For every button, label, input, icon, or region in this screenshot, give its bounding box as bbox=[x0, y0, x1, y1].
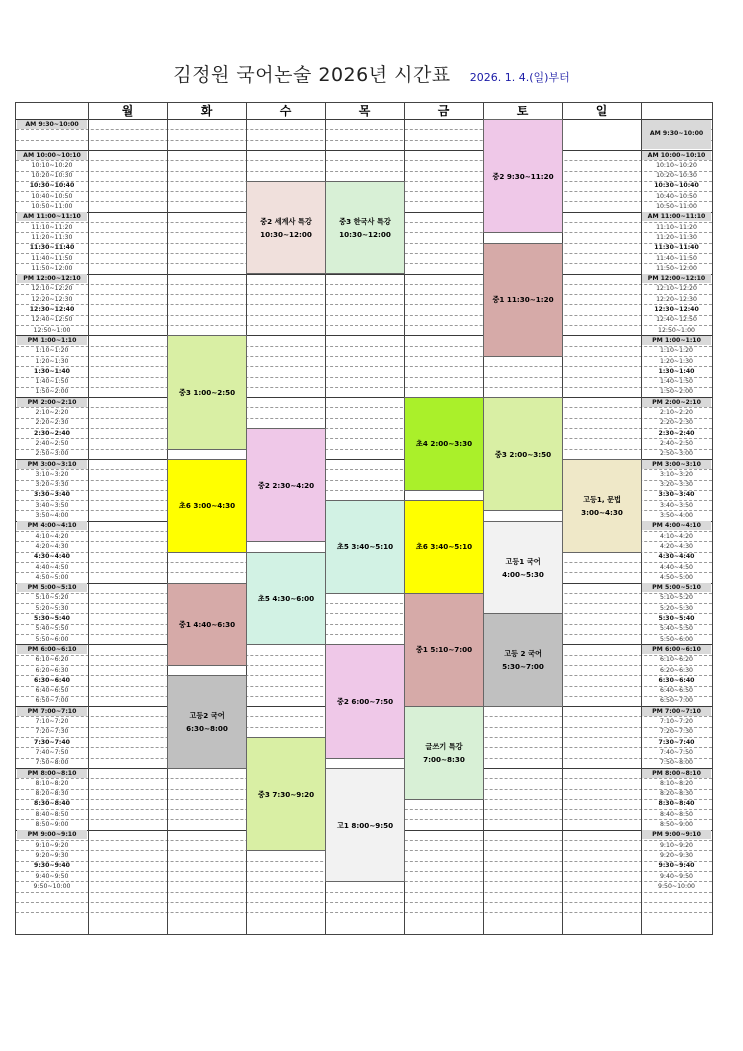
class-name: 고등2 국어 bbox=[189, 711, 225, 721]
time-label-left: 2:10~2:20 bbox=[35, 409, 69, 416]
class-block[interactable] bbox=[404, 593, 484, 707]
time-label-left: 5:20~5:30 bbox=[35, 604, 69, 612]
time-label-right: 3:20~3:30 bbox=[660, 481, 693, 489]
time-label-right: 7:10~7:20 bbox=[660, 718, 693, 725]
row-divider bbox=[16, 325, 712, 326]
column-divider bbox=[88, 103, 89, 934]
time-label-left: AM 11:00~11:10 bbox=[17, 212, 87, 221]
row-divider bbox=[16, 304, 712, 305]
row-divider bbox=[16, 624, 712, 625]
timetable-title: 김정원 국어논술 2026년 시간표 bbox=[173, 64, 451, 86]
time-label-left: 6:40~6:50 bbox=[35, 687, 69, 695]
time-label-left: PM 9:00~9:10 bbox=[17, 830, 87, 839]
class-block[interactable] bbox=[404, 706, 484, 800]
class-time: 7:00~8:30 bbox=[423, 754, 465, 764]
row-divider bbox=[16, 603, 712, 604]
class-name: 고등1, 문법 bbox=[582, 494, 621, 504]
row-divider bbox=[16, 335, 712, 336]
time-label-left: 6:30~6:40 bbox=[34, 676, 70, 684]
day-header-4: 목 bbox=[358, 104, 371, 118]
time-label-right: 8:30~8:40 bbox=[658, 800, 695, 808]
time-label-left: 10:40~10:50 bbox=[31, 192, 73, 200]
class-block[interactable] bbox=[246, 181, 326, 275]
time-label-right: PM 1:00~1:10 bbox=[642, 336, 711, 345]
class-block[interactable] bbox=[246, 552, 326, 646]
time-label-right: 1:40~1:50 bbox=[660, 378, 693, 386]
class-block[interactable] bbox=[483, 119, 563, 233]
time-label-left: 5:50~6:00 bbox=[35, 635, 69, 643]
time-label-right: 4:50~5:00 bbox=[660, 573, 693, 581]
time-label-right: 4:20~4:30 bbox=[660, 542, 693, 550]
day-header-6: 토 bbox=[516, 104, 529, 118]
class-name: 초5 3:40~5:10 bbox=[336, 542, 394, 552]
page-title bbox=[0, 60, 743, 87]
class-block[interactable] bbox=[404, 397, 484, 491]
time-label-right: 8:10~8:20 bbox=[660, 779, 693, 787]
time-label-left: PM 2:00~2:10 bbox=[17, 398, 87, 407]
time-label-left: 12:50~1:00 bbox=[33, 326, 71, 334]
time-label-left: 1:40~1:50 bbox=[35, 378, 69, 386]
time-label-right: 5:40~5:50 bbox=[660, 625, 693, 633]
time-label-left: 5:40~5:50 bbox=[35, 625, 69, 633]
time-label-right: 6:50~7:00 bbox=[660, 697, 693, 705]
class-name: 중2 9:30~11:20 bbox=[492, 171, 554, 181]
time-label-right: 11:30~11:40 bbox=[654, 244, 699, 252]
day-header-3: 수 bbox=[279, 104, 292, 118]
time-label-left: PM 8:00~8:10 bbox=[17, 769, 87, 778]
time-label-right: 8:40~8:50 bbox=[660, 810, 693, 818]
time-label-right: 2:20~2:30 bbox=[660, 419, 693, 427]
class-block[interactable] bbox=[483, 613, 563, 707]
effective-date: 2026. 1. 4.(일)부터 bbox=[469, 71, 570, 84]
time-label-left: 10:30~10:40 bbox=[29, 182, 75, 190]
class-name: 중1 11:30~1:20 bbox=[492, 295, 554, 305]
time-label-right: 4:10~4:20 bbox=[660, 532, 693, 540]
time-label-right: 11:40~11:50 bbox=[656, 254, 697, 262]
time-label-right: 2:30~2:40 bbox=[658, 429, 695, 437]
time-label-right: 6:30~6:40 bbox=[658, 676, 695, 684]
time-label-right: 8:50~9:00 bbox=[660, 821, 693, 828]
time-label-left: 1:20~1:30 bbox=[35, 357, 69, 365]
day-header-7: 일 bbox=[595, 104, 608, 118]
time-label-right: 7:40~7:50 bbox=[660, 748, 693, 756]
time-label-right: 6:20~6:30 bbox=[660, 666, 693, 674]
class-time: 6:30~8:00 bbox=[186, 724, 228, 734]
class-name: 중1 5:10~7:00 bbox=[415, 645, 473, 655]
row-divider bbox=[16, 346, 712, 347]
class-block[interactable] bbox=[246, 737, 326, 851]
class-time: 4:00~5:30 bbox=[502, 569, 544, 579]
time-label-left: 7:50~8:00 bbox=[35, 759, 69, 767]
time-label-left: PM 1:00~1:10 bbox=[17, 336, 87, 345]
time-label-left: 6:20~6:30 bbox=[35, 666, 69, 674]
time-label-left: 6:50~7:00 bbox=[35, 697, 69, 705]
class-block[interactable] bbox=[167, 335, 247, 449]
time-label-left: 8:40~8:50 bbox=[35, 810, 69, 818]
time-label-right: PM 3:00~3:10 bbox=[642, 460, 711, 469]
time-label-right: 10:10~10:20 bbox=[656, 161, 697, 169]
time-label-left: 10:50~11:00 bbox=[31, 203, 73, 210]
time-label-left: 3:40~3:50 bbox=[35, 501, 69, 509]
time-label-left: 4:20~4:30 bbox=[35, 542, 69, 550]
time-label-left: 8:30~8:40 bbox=[34, 800, 70, 808]
row-divider bbox=[16, 387, 712, 388]
time-label-left: AM 10:00~10:10 bbox=[17, 151, 87, 160]
time-label-right: 5:50~6:00 bbox=[660, 635, 693, 643]
time-label-left: PM 3:00~3:10 bbox=[17, 460, 87, 469]
row-divider bbox=[16, 912, 712, 913]
day-header-1: 월 bbox=[121, 104, 134, 118]
time-label-right: 7:30~7:40 bbox=[658, 738, 695, 746]
time-label-right: 10:50~11:00 bbox=[656, 203, 697, 210]
time-label-right: 7:50~8:00 bbox=[660, 759, 693, 767]
class-name: 고등1 국어 bbox=[505, 556, 541, 566]
time-label-left: 5:10~5:20 bbox=[35, 594, 69, 602]
time-label-right: 3:10~3:20 bbox=[660, 470, 693, 478]
time-label-right: 1:20~1:30 bbox=[660, 357, 693, 365]
time-label-left: 2:30~2:40 bbox=[34, 429, 70, 437]
time-label-right: 11:20~11:30 bbox=[656, 233, 697, 241]
time-label-left: 3:30~3:40 bbox=[34, 491, 70, 499]
class-time: 10:30~12:00 bbox=[339, 229, 391, 239]
time-label-left: PM 4:00~4:10 bbox=[17, 521, 87, 530]
time-label-right: 1:30~1:40 bbox=[658, 367, 695, 375]
time-label-right: 5:30~5:40 bbox=[658, 615, 695, 622]
time-label-left: 12:30~12:40 bbox=[29, 306, 75, 313]
row-divider bbox=[16, 294, 712, 295]
time-label-right: 3:50~4:00 bbox=[660, 512, 693, 519]
day-header-2: 화 bbox=[200, 104, 213, 118]
class-block[interactable] bbox=[167, 459, 247, 553]
time-label-right: AM 11:00~11:10 bbox=[642, 212, 711, 221]
time-label-right: 8:20~8:30 bbox=[660, 790, 693, 798]
time-label-right: PM 12:00~12:10 bbox=[642, 274, 711, 283]
row-divider bbox=[16, 366, 712, 367]
class-name: 고등 2 국어 bbox=[504, 649, 542, 659]
class-time: 3:00~4:30 bbox=[581, 507, 623, 517]
class-block[interactable] bbox=[483, 521, 563, 615]
time-label-left: 9:20~9:30 bbox=[35, 851, 69, 859]
row-divider bbox=[16, 892, 712, 893]
time-label-left: 8:10~8:20 bbox=[35, 779, 69, 787]
time-label-left: 7:40~7:50 bbox=[35, 748, 69, 756]
class-block[interactable] bbox=[246, 428, 326, 542]
time-label-left: AM 9:30~10:00 bbox=[17, 120, 87, 129]
time-label-right: 2:40~2:50 bbox=[660, 439, 693, 447]
row-divider bbox=[16, 397, 712, 398]
time-label-left: 5:30~5:40 bbox=[34, 615, 70, 622]
time-label-left: 7:30~7:40 bbox=[34, 738, 70, 746]
time-label-right: PM 8:00~8:10 bbox=[642, 769, 711, 778]
time-label-left: PM 6:00~6:10 bbox=[17, 645, 87, 654]
time-label-right: PM 6:00~6:10 bbox=[642, 645, 711, 654]
class-name: 중1 4:40~6:30 bbox=[178, 619, 236, 629]
time-label-left: 11:40~11:50 bbox=[31, 254, 73, 262]
time-label-left: PM 12:00~12:10 bbox=[17, 274, 87, 283]
time-label-right: 3:40~3:50 bbox=[660, 501, 693, 509]
time-label-left: 10:20~10:30 bbox=[31, 172, 73, 180]
class-name: 초6 3:00~4:30 bbox=[178, 501, 236, 511]
time-label-left: 9:30~9:40 bbox=[34, 862, 70, 870]
time-label-right: 9:20~9:30 bbox=[660, 851, 693, 859]
time-label-right: 11:10~11:20 bbox=[656, 223, 697, 231]
time-label-left: 9:10~9:20 bbox=[35, 841, 69, 849]
time-label-right: 2:50~3:00 bbox=[660, 450, 693, 458]
time-label-left: 4:30~4:40 bbox=[34, 553, 70, 561]
time-label-left: 11:50~12:00 bbox=[31, 264, 73, 272]
time-label-left: 10:10~10:20 bbox=[31, 161, 73, 169]
time-label-right: 6:10~6:20 bbox=[660, 656, 693, 664]
class-name: 중3 한국사 특강 bbox=[339, 216, 391, 226]
time-label-right: PM 4:00~4:10 bbox=[642, 521, 711, 530]
time-label-left: 4:40~4:50 bbox=[35, 563, 69, 571]
timetable-grid bbox=[15, 102, 713, 935]
class-name: 글쓰기 특강 bbox=[425, 741, 463, 751]
class-name: 초5 4:30~6:00 bbox=[257, 593, 315, 603]
time-label-left: 7:10~7:20 bbox=[35, 718, 69, 725]
time-label-right: 2:10~2:20 bbox=[660, 409, 693, 416]
class-block[interactable] bbox=[325, 768, 405, 882]
time-label-left: 9:50~10:00 bbox=[33, 882, 71, 890]
row-divider bbox=[16, 356, 712, 357]
class-name: 초6 3:40~5:10 bbox=[415, 542, 473, 552]
class-block[interactable] bbox=[562, 459, 642, 553]
row-divider bbox=[16, 634, 712, 635]
time-label-right: PM 9:00~9:10 bbox=[642, 830, 711, 839]
time-label-left: PM 5:00~5:10 bbox=[17, 583, 87, 592]
time-label-left: 1:50~2:00 bbox=[35, 388, 69, 396]
row-divider bbox=[16, 315, 712, 316]
time-label-left: 4:10~4:20 bbox=[35, 532, 69, 540]
class-block[interactable] bbox=[483, 243, 563, 357]
time-label-left: 1:30~1:40 bbox=[34, 367, 70, 375]
time-label-right: 12:20~12:30 bbox=[656, 295, 697, 303]
row-divider bbox=[16, 171, 712, 172]
row-divider bbox=[16, 438, 712, 439]
class-name: 중3 1:00~2:50 bbox=[178, 387, 236, 397]
class-block[interactable] bbox=[325, 644, 405, 758]
time-label-left: 2:20~2:30 bbox=[35, 419, 69, 427]
time-label-right: 1:50~2:00 bbox=[660, 388, 693, 396]
time-label-left: 4:50~5:00 bbox=[35, 573, 69, 581]
time-label-left: 2:50~3:00 bbox=[35, 450, 69, 458]
row-divider bbox=[16, 428, 712, 429]
time-label-right: AM 10:00~10:10 bbox=[642, 151, 711, 160]
time-label-left: 6:10~6:20 bbox=[35, 656, 69, 664]
time-label-left: 3:20~3:30 bbox=[35, 481, 69, 489]
row-divider bbox=[16, 160, 712, 161]
row-divider bbox=[16, 449, 712, 450]
time-label-right: PM 5:00~5:10 bbox=[642, 583, 711, 592]
time-label-right: 12:30~12:40 bbox=[654, 306, 699, 313]
time-label-right: 9:30~9:40 bbox=[658, 862, 695, 870]
time-label-right: 10:20~10:30 bbox=[656, 172, 697, 180]
time-label-left: 3:10~3:20 bbox=[35, 470, 69, 478]
time-label-right: 12:50~1:00 bbox=[658, 326, 695, 334]
row-divider bbox=[16, 377, 712, 378]
class-block[interactable] bbox=[167, 583, 247, 666]
time-label-right: 3:30~3:40 bbox=[658, 491, 695, 499]
class-name: 중2 2:30~4:20 bbox=[257, 480, 315, 490]
time-label-right: 12:40~12:50 bbox=[656, 316, 697, 324]
time-label-left: 8:20~8:30 bbox=[35, 790, 69, 798]
time-label-right: 1:10~1:20 bbox=[660, 347, 693, 355]
blank-cell bbox=[563, 120, 641, 151]
time-label-right: 9:50~10:00 bbox=[658, 882, 695, 890]
class-name: 고1 8:00~9:50 bbox=[336, 820, 394, 830]
class-block[interactable] bbox=[325, 181, 405, 275]
time-label-right: 9:10~9:20 bbox=[660, 841, 693, 849]
time-label-left: 11:10~11:20 bbox=[31, 223, 73, 231]
time-label-left: 8:50~9:00 bbox=[35, 821, 69, 828]
row-divider bbox=[16, 418, 712, 419]
time-label-right: 10:30~10:40 bbox=[654, 182, 699, 190]
time-label-left: 9:40~9:50 bbox=[35, 872, 69, 880]
time-label-right: PM 7:00~7:10 bbox=[642, 707, 711, 716]
class-name: 중2 세계사 특강 bbox=[260, 216, 312, 226]
row-divider bbox=[16, 407, 712, 408]
row-divider bbox=[16, 284, 712, 285]
time-label-right: 10:40~10:50 bbox=[656, 192, 697, 200]
class-block[interactable] bbox=[483, 397, 563, 511]
row-divider bbox=[16, 613, 712, 614]
time-label-left: 2:40~2:50 bbox=[35, 439, 69, 447]
class-time: 10:30~12:00 bbox=[260, 229, 312, 239]
time-label-left: PM 7:00~7:10 bbox=[17, 707, 87, 716]
class-block[interactable] bbox=[167, 675, 247, 769]
time-label-right-top: AM 9:30~10:00 bbox=[642, 120, 711, 149]
time-label-left: 11:20~11:30 bbox=[31, 233, 73, 241]
time-label-right: 4:30~4:40 bbox=[658, 553, 695, 561]
time-label-right: 12:10~12:20 bbox=[656, 285, 697, 293]
time-label-right: 11:50~12:00 bbox=[656, 264, 697, 272]
class-name: 중2 6:00~7:50 bbox=[336, 696, 394, 706]
time-label-left: 12:40~12:50 bbox=[31, 316, 73, 324]
class-name: 초4 2:00~3:30 bbox=[415, 439, 473, 449]
class-name: 중3 2:00~3:50 bbox=[494, 449, 552, 459]
time-label-right: 9:40~9:50 bbox=[660, 872, 693, 880]
time-label-right: 5:10~5:20 bbox=[660, 594, 693, 602]
time-label-left: 3:50~4:00 bbox=[35, 512, 69, 519]
row-divider bbox=[16, 902, 712, 903]
time-label-left: 1:10~1:20 bbox=[35, 347, 69, 355]
class-time: 5:30~7:00 bbox=[502, 662, 544, 672]
time-label-right: 4:40~4:50 bbox=[660, 563, 693, 571]
time-label-left: 12:20~12:30 bbox=[31, 295, 73, 303]
time-label-right: 5:20~5:30 bbox=[660, 604, 693, 612]
time-label-right: 6:40~6:50 bbox=[660, 687, 693, 695]
time-label-right: 7:20~7:30 bbox=[660, 728, 693, 736]
day-header-5: 금 bbox=[437, 104, 450, 118]
time-label-left: 7:20~7:30 bbox=[35, 728, 69, 736]
time-label-right: PM 2:00~2:10 bbox=[642, 398, 711, 407]
time-label-left: 12:10~12:20 bbox=[31, 285, 73, 293]
class-block[interactable] bbox=[404, 500, 484, 594]
class-block[interactable] bbox=[325, 500, 405, 594]
class-name: 중3 7:30~9:20 bbox=[257, 789, 315, 799]
time-label-left: 11:30~11:40 bbox=[29, 244, 75, 252]
